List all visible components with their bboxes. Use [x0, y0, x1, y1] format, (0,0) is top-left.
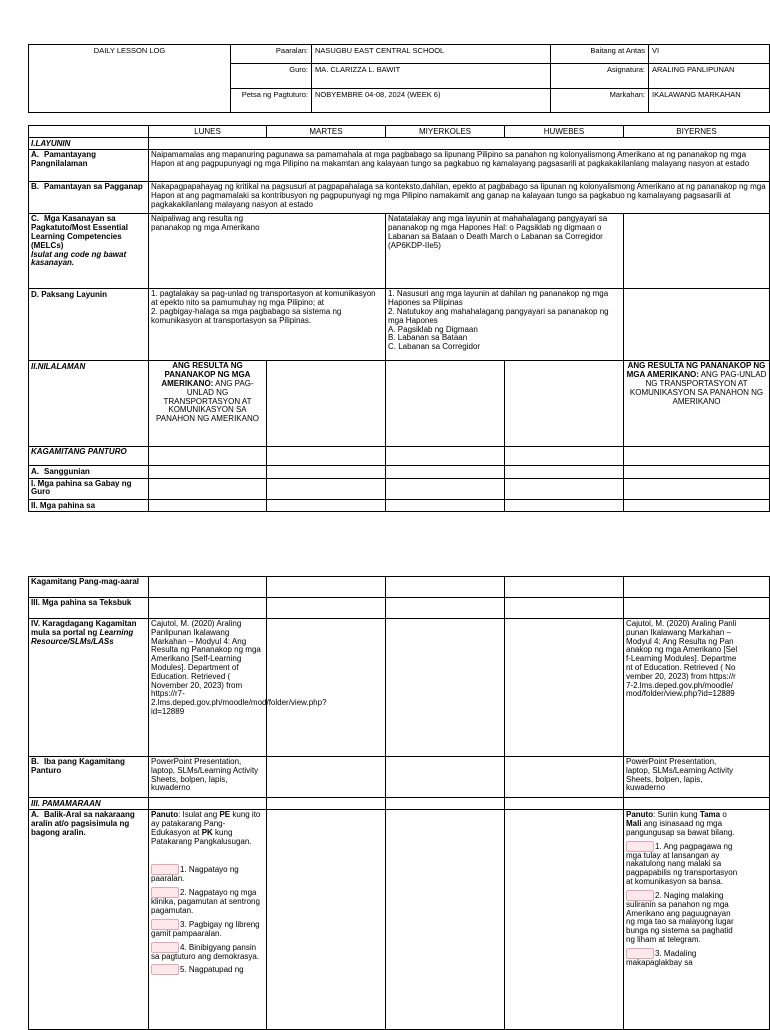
lunes-item-1: 1. Nagpatayo ng paaralan. [151, 865, 239, 884]
biyernes-item-1: 1. Ang pagpagawa ng mga tulay at lansangan ay nakatulong nang malaki sa pagpapabilis ng transportasyon at komunikasyon sa bansa. [626, 841, 738, 886]
balik-aral-label: A. Balik-Aral sa nakaraang aralin at/o pagsisimula ng bagong aralin. [29, 810, 149, 1030]
nilalaman-biyernes: ANG RESULTA NG PANANAKOP NG MGA AMERIKANO: ANG PAG-UNLAD NG TRANSPORTASYON AT KOMUNIKASYON SA PANAHON NG AMERIKANO [624, 361, 770, 447]
paaralan-value: NASUGBU EAST CENTRAL SCHOOL [312, 45, 551, 64]
lesson-table-page-2 [28, 576, 770, 1030]
lunes-item-4: 4. Binibigyang pansin sa pagtuturo ang demokrasya. [151, 942, 260, 961]
baitang-label: Baitang at Antas [551, 45, 649, 64]
asignatura-value: ARALING PANLIPUNAN [649, 64, 770, 89]
petsa-value: NOBYEMBRE 04-08, 2024 (WEEK 6) [312, 89, 551, 113]
answer-blank-input[interactable] [151, 964, 179, 975]
balik-aral-biyernes [624, 810, 770, 1030]
iba-pang-kagamitan-label: B. Iba pang Kagamitang Panturo [29, 757, 149, 798]
paaralan-label: Paaralan: [231, 45, 312, 64]
day-header-lunes: LUNES [149, 126, 267, 138]
markahan-value: IKALAWANG MARKAHAN [649, 89, 770, 113]
iba-pang-kagamitan-lunes: PowerPoint Presentation, laptop, SLMs/Learning Activity Sheets, bolpen, lapis, kuwaderno [149, 757, 267, 798]
melc-miyerkoles: Natatalakay ang mga layunin at mahahalagang pangyayari sa pananakop ng mga Hapones Hal: o Pagsiklab ng digmaan o Labanan sa Bataan o Death March o Labanan sa Corregidor (AP6KDP-IIe5) [386, 214, 624, 289]
baitang-value: VI [649, 45, 770, 64]
paksang-layunin-label: D. Paksang Layunin [29, 289, 149, 361]
gabay-ng-guro-label: I. Mga pahina sa Gabay ng Guro [29, 478, 149, 499]
corner-cell [29, 126, 149, 138]
pamantayang-pangnilalaman-label: A. Pamantayang Pangnilalaman [29, 150, 149, 182]
layunin-heading: I.LAYUNIN [29, 138, 149, 150]
lunes-item-3: 3. Pagbigay ng libreng gamit pampaaralan. [151, 919, 260, 938]
sanggunian-label: A. Sanggunian [29, 466, 149, 478]
kagamitang-panturo-heading: KAGAMITANG PANTURO [29, 447, 149, 466]
day-header-biyernes: BIYERNES [624, 126, 770, 138]
nilalaman-heading: II.NILALAMAN [29, 361, 149, 447]
guro-label: Guro: [231, 64, 312, 89]
biyernes-item-2: 2. Naging malaking suliranin sa panahon ng mga Amerikano ang paguugnayan ng mga tao sa malayong lugar bunga ng sistema sa paghatid ng liham at telegram. [626, 890, 734, 944]
melc-note: Isulat ang code ng bawat kasanayan. [31, 249, 127, 268]
iba-pang-kagamitan-biyernes: PowerPoint Presentation, laptop, SLMs/Learning Activity Sheets, bolpen, lapis, kuwaderno [624, 757, 770, 798]
asignatura-label: Asignatura: [551, 64, 649, 89]
markahan-label: Markahan: [551, 89, 649, 113]
petsa-label: Petsa ng Pagtuturo: [231, 89, 312, 113]
pamantayan-sa-pagganap-label: B. Pamantayan sa Pagganap [29, 182, 149, 214]
balik-aral-lunes [149, 810, 267, 1030]
nilalaman-lunes: ANG RESULTA NG PANANAKOP NG MGA AMERIKANO: ANG PAG-UNLAD NG TRANSPORTASYON AT KOMUNIKASYON SA PANAHON NG AMERIKANO [149, 361, 267, 447]
day-header-huwebes: HUWEBES [505, 126, 624, 138]
lesson-table-page-1 [28, 125, 770, 512]
dll-title: DAILY LESSON LOG [29, 45, 231, 113]
balik-aral-biyernes-instruction: Panuto: Suriin kung Tama o Mali ang isinasaad ng mga pangungusap sa bawat bilang. [626, 810, 735, 837]
lunes-item-2: 2. Nagpatayo ng mga klinika, pagamutan at sentrong pagamutan. [151, 888, 260, 915]
guro-value: MA. CLARIZZA L. BAWIT [312, 64, 551, 89]
pamamaraan-heading: III. PAMAMARAAN [29, 798, 149, 810]
header-table [28, 44, 770, 113]
day-header-miyerkoles: MIYERKOLES [386, 126, 505, 138]
balik-aral-lunes-instruction: Panuto: Isulat ang PE kung ito ay patakarang Pang-Edukasyon at PK kung Patakarang Pangkalusugan. [151, 810, 261, 846]
teksbuk-label: III. Mga pahina sa Teksbuk [29, 598, 149, 619]
day-header-martes: MARTES [267, 126, 386, 138]
biyernes-item-3: 3. Madaling makapaglakbay sa [626, 948, 697, 967]
karagdagang-kagamitan-biyernes: Cajutol, M. (2020) Araling Panlipunan Ikalawang Markahan – Modyul 4: Ang Resulta ng Pananakop ng mga Amerikano [Self-Learning Modules]. Department of Education. Retrieved ( November 20, 2023) from https://r7-2.lms.deped.gov.ph/moodle/mod/folder/view.php?id=12889 [624, 619, 770, 757]
pahina-sa-label: II. Mga pahina sa [29, 499, 149, 511]
lunes-item-5: 5. Nagpatupad ng [151, 964, 264, 975]
paksang-layunin-miyerkoles: 1. Nasusuri ang mga layunin at dahilan ng pananakop ng mga Hapones sa Pilipinas 2. Natutukoy ang mahahalagang pangyayari sa pananakop ng mga Hapones A. Pagsiklab ng Digmaan B. Labanan sa Bataan C. Labanan sa Corregidor [386, 289, 624, 361]
melc-lunes: Naipaliwag ang resulta ng pananakop ng mga Amerikano [149, 214, 386, 289]
paksang-layunin-lunes: 1. pagtalakay sa pag-unlad ng transportasyon at komunikasyon at epekto nito sa pamumuhay ng mga Pilipino; at 2. pagbigay-halaga sa mga pagbabago sa sistema ng komunikasyon at transportasyon sa Pilipinas. [149, 289, 386, 361]
pamantayan-sa-pagganap-text: Nakapagpapahayag ng kritikal na pagsusuri at pagpapahalaga sa konteksto,dahilan, epekto at pagbabago sa lipunan ng kolonyalismong Amerikano at ng pananakop ng mga Hapon at ang pagmamalaki sa kontribusyon ng pagpupunyagi ng mga Pilipino namakamit ang ganap na kalayaan tungo sa pagkabuo ng kamalayang pagsasarili at pagkakakilanlang malayang nasyon at estado [149, 182, 770, 214]
kagamitang-pang-mag-aaral-label: Kagamitang Pang-mag-aaral [29, 577, 149, 598]
karagdagang-kagamitan-lunes: Cajutol, M. (2020) Araling Panlipunan Ikalawang Markahan – Modyul 4: Ang Resulta ng Pananakop ng mga Amerikano [Self-Learning Modules]. Department of Education. Retrieved ( November 20, 2023) from https://r7-2.lms.deped.gov.ph/moodle/mod/folder/view.php?id=12889 [149, 619, 267, 757]
karagdagang-kagamitan-label: IV. Karagdagang Kagamitan mula sa portal ng Learning Resource/SLMs/LASs [29, 619, 149, 757]
melc-label: C. Mga Kasanayan sa Pagkatuto/Most Essential Learning Competencies (MELCs) Isulat ang code ng bawat kasanayan. [29, 214, 149, 289]
pamantayang-pangnilalaman-text: Naipamamalas ang mapanuring pagunawa sa pamamahala at mga pagbabago sa lipunang Pilipino sa panahon ng kolonyalismong Amerikano at ng pananakop ng mga Hapon at ang pagpupunyagi ng mga Pilipino na makamtan ang kalayaan tungo sa pagkabuo ng kamalayang pagsasarili at pagkakakilanlang malayang nasyon at estado [149, 150, 770, 182]
